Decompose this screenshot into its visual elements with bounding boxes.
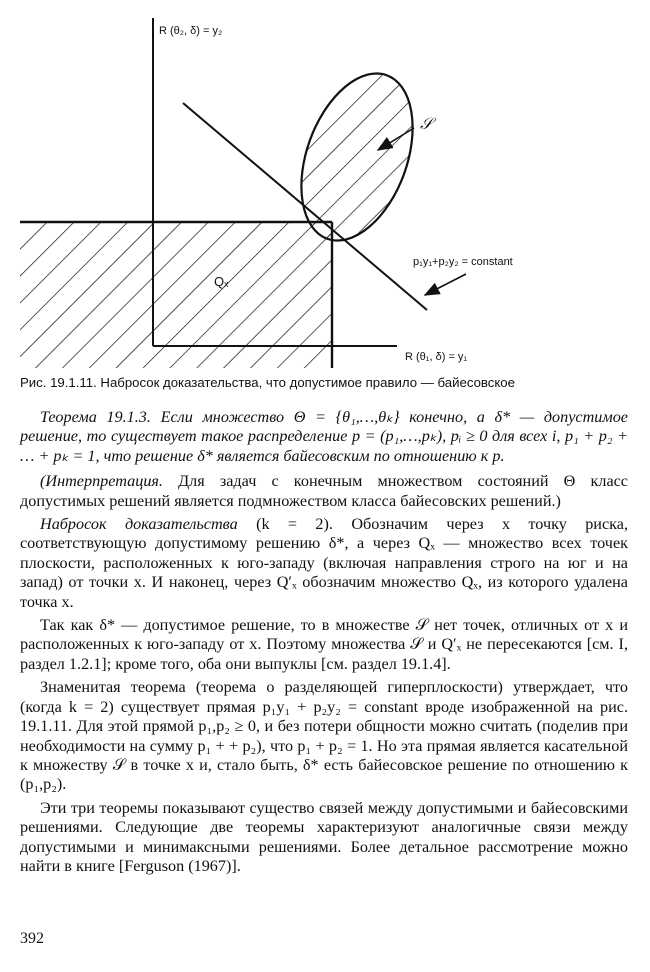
proof-sketch-head: Набросок доказательства	[40, 515, 238, 534]
tangent-line-label: p₁y₁+p₂y₂ = constant	[413, 256, 513, 268]
set-s-label: 𝒮	[420, 114, 433, 133]
hyperplane-paragraph: Знаменитая теорема (теорема о разделяющей гиперплоскости) утверждает, что (когда k = 2) существует прямая p₁y₁ + p₂y₂ = constant вроде изображенной на рис. 19.1.11. Для этой прямой p₁,p₂ ≥ 0, и без потери общности можно считать (поделив при необходимости на сумму p₁ + + p₂), что p₁ + p₂ = 1. Но эта прямая является касательной к множеству 𝒮 в точке x и, стало быть, δ* есть байесовское решение по отношению к (p₁,p₂).	[20, 678, 628, 794]
page-number: 392	[20, 930, 44, 947]
x-axis-label: R (θ₁, δ) = y₁	[405, 351, 468, 363]
figure-caption: Рис. 19.1.11. Набросок доказательства, что допустимое правило — байесовское	[20, 375, 515, 390]
proof-sketch-body: (k = 2). Обозначим через x точку риска, соответствующую допустимому решению δ*, а через Qₓ — множество всех точек плоскости, расположенных к юго-западу (включая направления строго на юг и на запад) от точки x. И наконец, через Q′ₓ обозначим множество Qₓ, из которого удалена точка x.	[20, 515, 629, 611]
region-qx-label: Qₓ	[214, 274, 229, 289]
tangent-line-arrow	[425, 274, 466, 295]
interpretation-paragraph	[20, 472, 628, 511]
figure-19-1-11	[0, 0, 650, 372]
y-axis-label: R (θ₂, δ) = y₂	[159, 25, 223, 37]
conclusion-paragraph: Эти три теоремы показывают существо связей между допустимыми и байесовскими решениями. Следующие две теоремы характеризуют аналогичные связи между допустимыми и минимаксными решениями. Более детальное рассмотрение можно найти в книге [Ferguson (1967)].	[20, 798, 628, 875]
proof-sketch-paragraph	[20, 515, 628, 612]
theorem-19-1-3: Теорема 19.1.3. Если множество Θ = {θ₁,…,θₖ} конечно, а δ* — допустимое решение, то существует такое распределение p = (p₁,…,pₖ), pᵢ ≥ 0 для всех i, p₁ + p₂ + … + pₖ = 1, что решение δ* является байесовским по отношению к p.	[20, 408, 628, 465]
interpretation-head: (Интерпретация.	[40, 472, 163, 491]
admissible-paragraph: Так как δ* — допустимое решение, то в множестве 𝒮 нет точек, отличных от x и расположенных к юго-западу от x. Поэтому множества 𝒮 и Q′ₓ не пересекаются [см. I, раздел 1.2.1]; кроме того, оба они выпуклы [см. раздел 19.1.4].	[20, 616, 628, 673]
body-text	[20, 408, 628, 880]
interpretation-body: Для задач с конечным множеством состояний Θ класс допустимых решений является подмножеством класса байесовских решений.)	[20, 472, 628, 510]
